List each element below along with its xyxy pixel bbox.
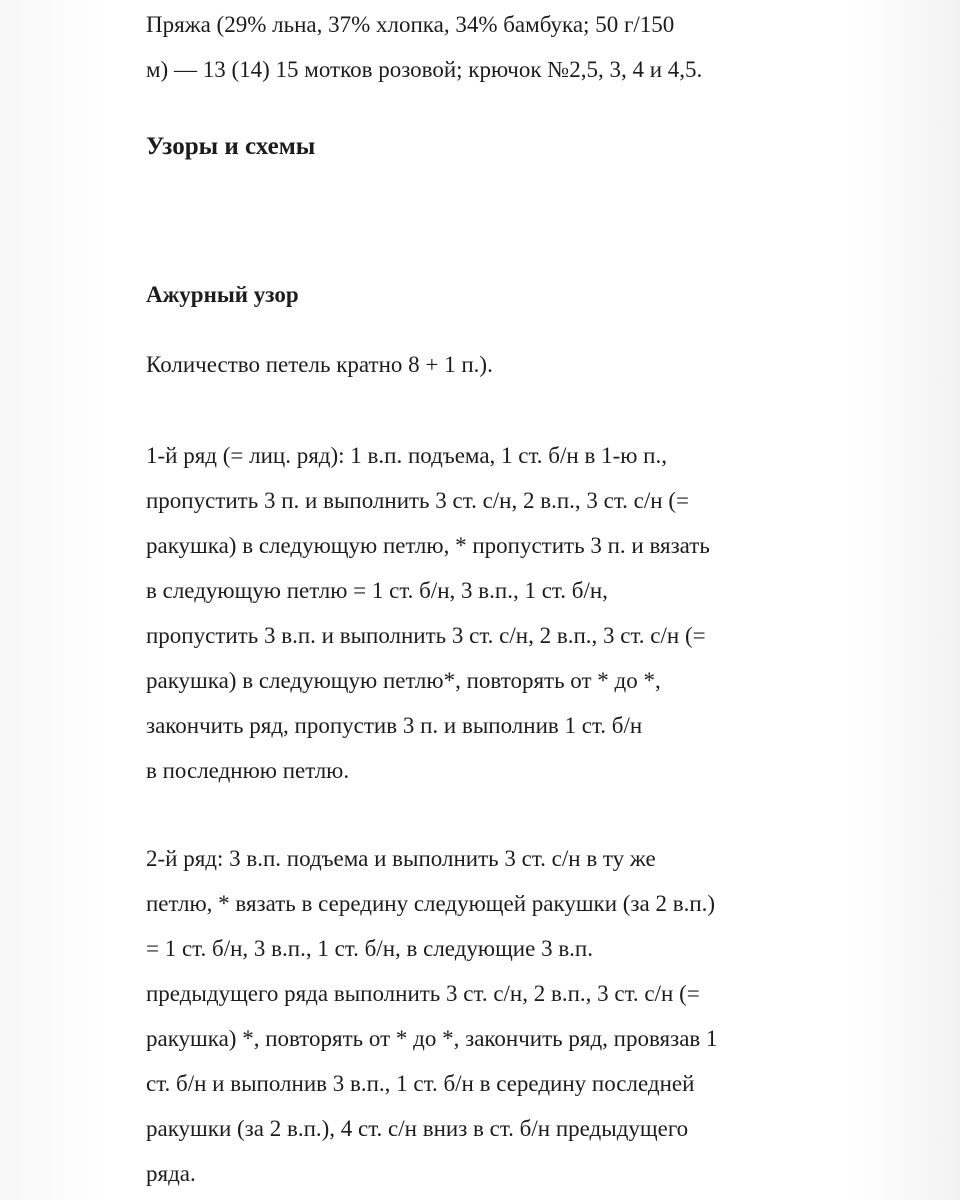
text-line: в следующую петлю = 1 ст. б/н, 3 в.п., 1 ст. б/н, (146, 578, 608, 603)
text-line: ракушки (за 2 в.п.), 4 ст. с/н вниз в ст. б/н предыдущего (146, 1116, 689, 1141)
text-line: предыдущего ряда выполнить 3 ст. с/н, 2 в.п., 3 ст. с/н (= (146, 981, 700, 1006)
right-page-margin (850, 0, 960, 1200)
text-line: 1-й ряд (= лиц. ряд): 1 в.п. подъема, 1 ст. б/н в 1-ю п., (146, 443, 667, 468)
stitch-count-paragraph: Количество петель кратно 8 + 1 п.). (146, 352, 493, 377)
text-line: ряда. (146, 1161, 196, 1186)
pattern-heading: Ажурный узор (146, 282, 299, 307)
row-1-paragraph (146, 433, 710, 793)
text-line: 2-й ряд: 3 в.п. подъема и выполнить 3 ст. с/н в ту же (146, 846, 656, 871)
text-line: закончить ряд, пропустив 3 п. и выполнив 1 ст. б/н (146, 713, 643, 738)
text-line: м) — 13 (14) 15 мотков розовой; крючок №2,5, 3, 4 и 4,5. (146, 57, 703, 82)
text-line: в последнюю петлю. (146, 758, 350, 783)
text-line: Пряжа (29% льна, 37% хлопка, 34% бамбука; 50 г/150 (146, 12, 675, 37)
text-line: петлю, * вязать в середину следующей ракушки (за 2 в.п.) (146, 891, 716, 916)
text-line: ракушка) в следующую петлю*, повторять от * до *, (146, 668, 661, 693)
materials-paragraph (146, 2, 702, 92)
text-line: пропустить 3 в.п. и выполнить 3 ст. с/н, 2 в.п., 3 ст. с/н (= (146, 623, 706, 648)
article-body (110, 0, 850, 1200)
section-heading: Узоры и схемы (146, 133, 316, 160)
text-line: = 1 ст. б/н, 3 в.п., 1 ст. б/н, в следующие 3 в.п. (146, 936, 593, 961)
text-line: ракушка) в следующую петлю, * пропустить 3 п. и вязать (146, 533, 710, 558)
text-line: ст. б/н и выполнив 3 в.п., 1 ст. б/н в середину последней (146, 1071, 695, 1096)
text-line: ракушка) *, повторять от * до *, закончить ряд, провязав 1 (146, 1026, 718, 1051)
text-line: пропустить 3 п. и выполнить 3 ст. с/н, 2 в.п., 3 ст. с/н (= (146, 488, 689, 513)
left-page-margin (0, 0, 110, 1200)
row-2-paragraph (146, 836, 718, 1196)
